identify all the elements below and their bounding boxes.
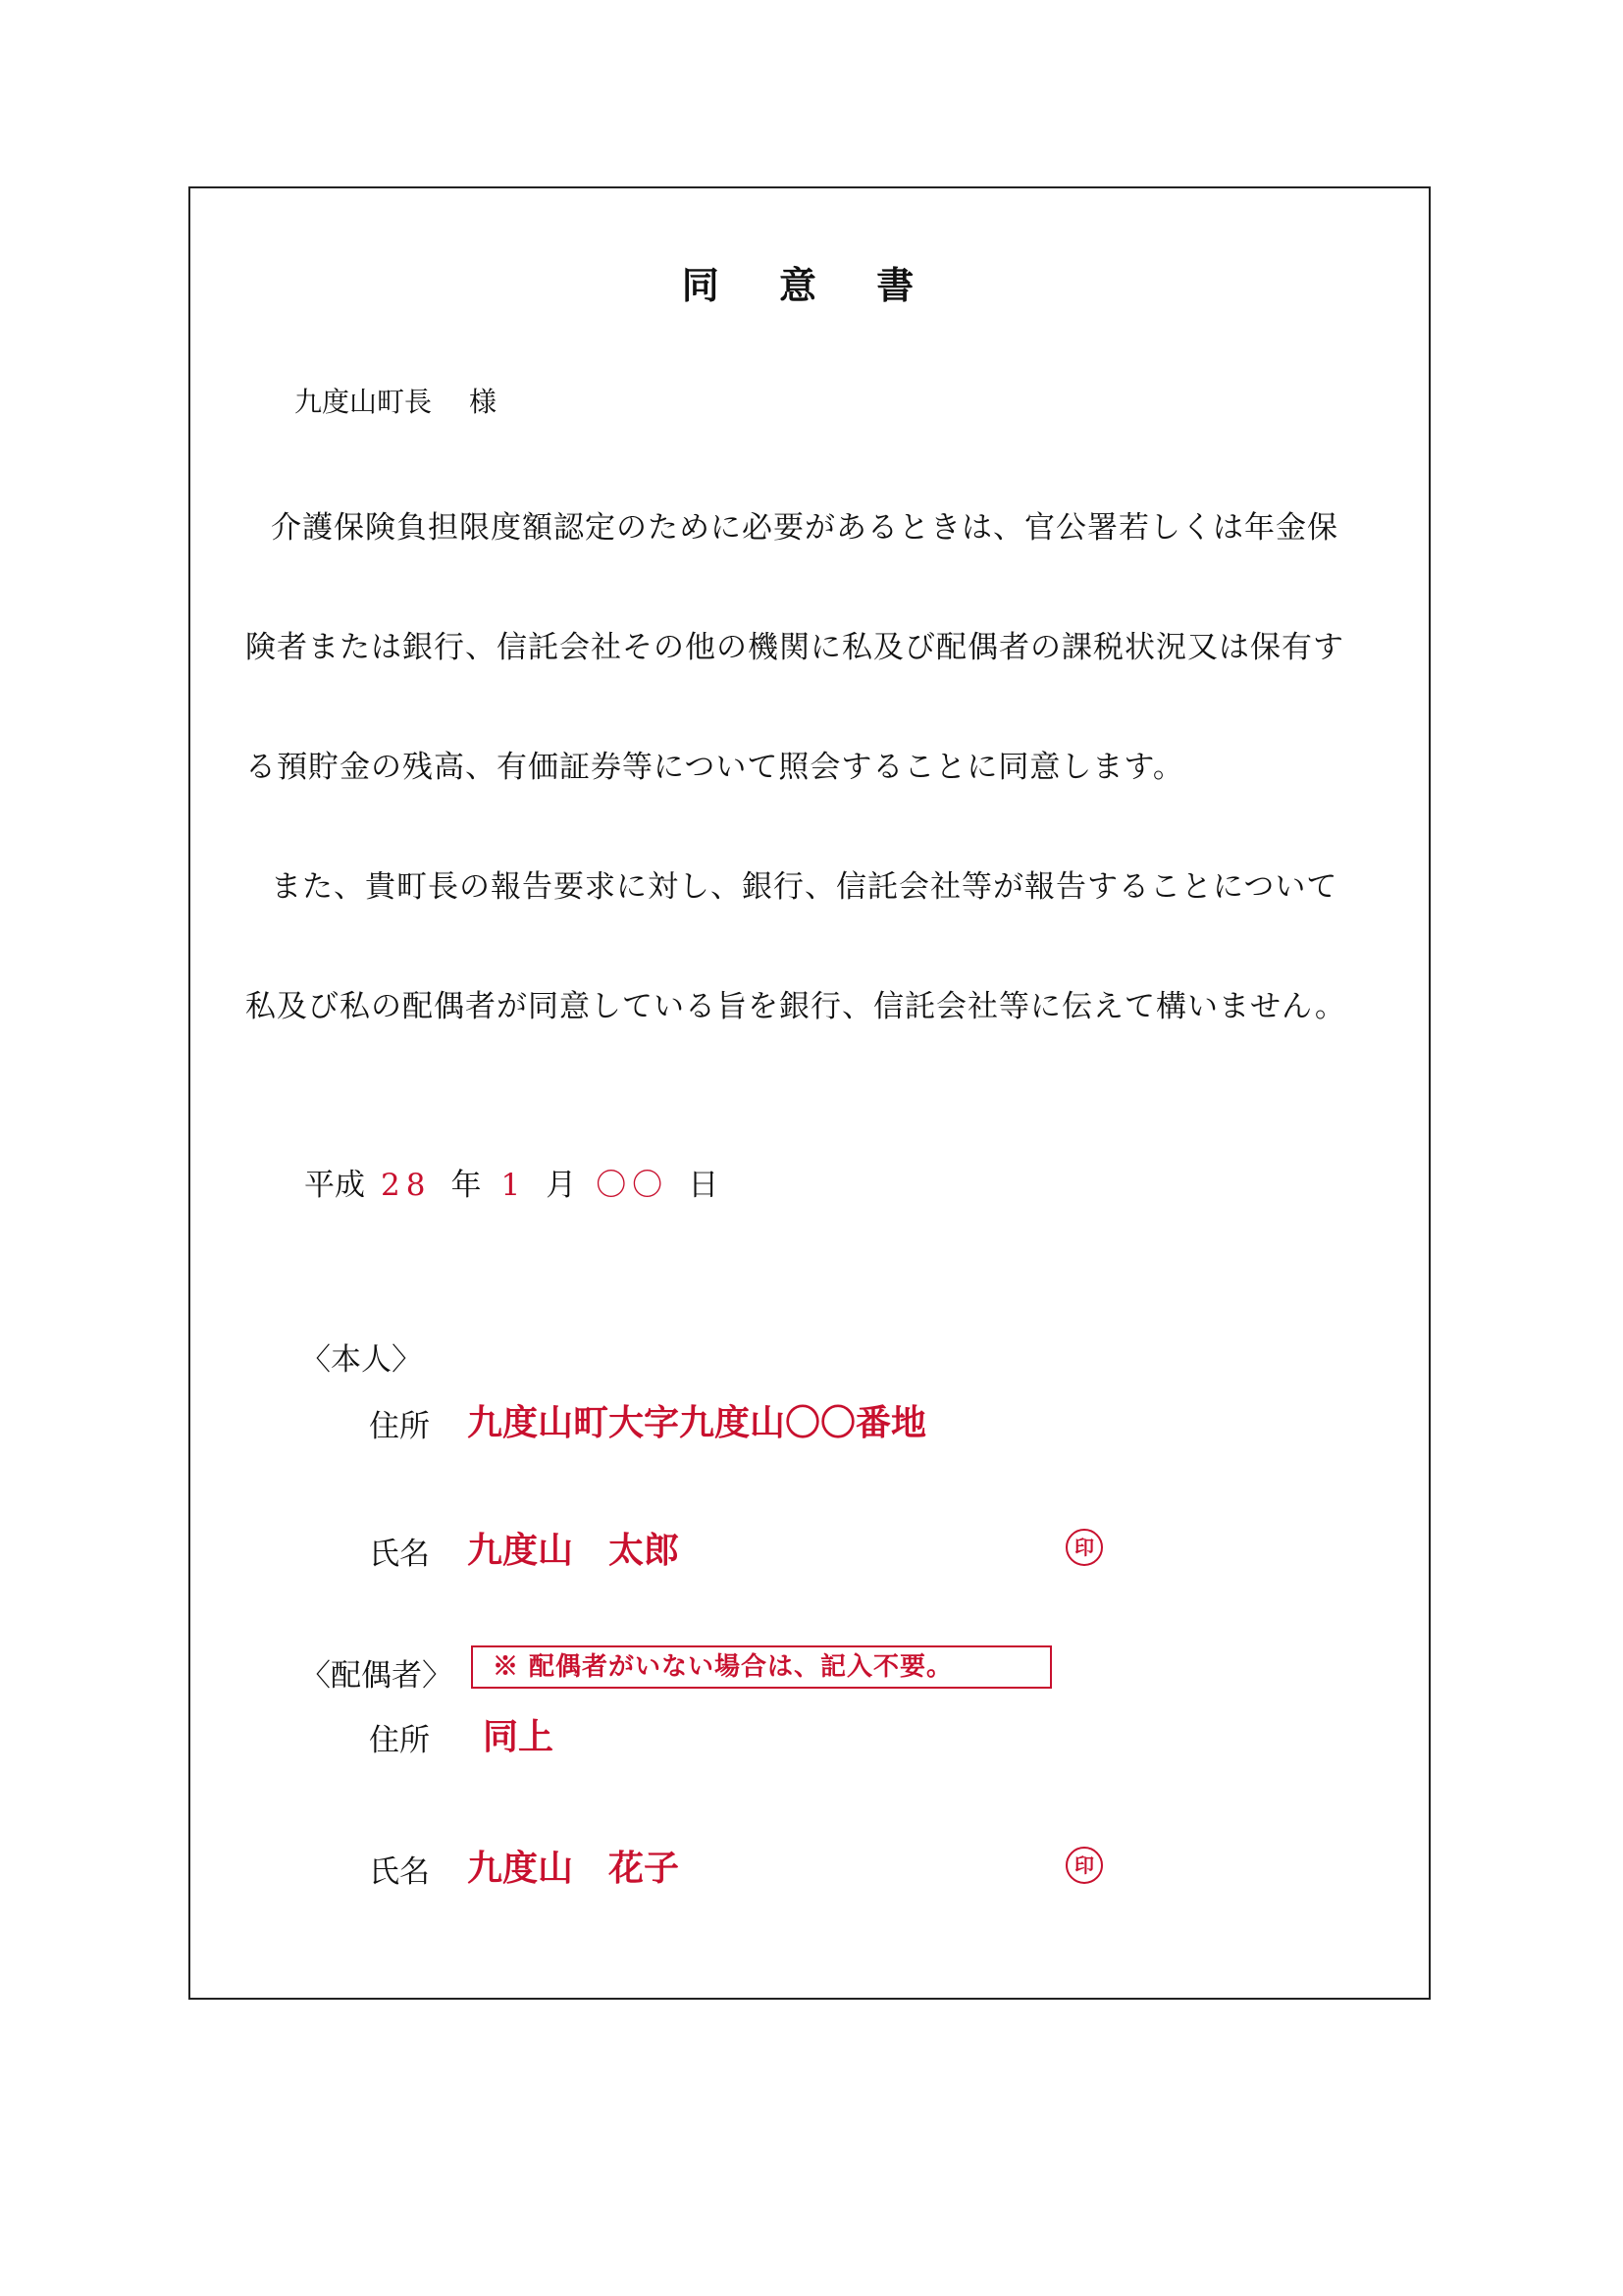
date-day-unit: 日 — [688, 1168, 719, 1203]
date-era: 平成 — [304, 1168, 365, 1203]
date-year[interactable]: 28 — [381, 1168, 432, 1203]
consent-line-5: 私及び私の配偶者が同意している旨を銀行、信託会社等に伝えて構いません。 — [245, 989, 1346, 1024]
applicant-name-value[interactable]: 九度山 太郎 — [467, 1530, 680, 1571]
applicant-address-label: 住所 — [369, 1409, 430, 1444]
spouse-name-value[interactable]: 九度山 花子 — [467, 1848, 680, 1889]
consent-line-4: また、貴町長の報告要求に対し、銀行、信託会社等が報告することについて — [271, 869, 1338, 905]
spouse-name-label: 氏名 — [369, 1854, 430, 1890]
spouse-section-label: 〈配偶者〉 — [300, 1658, 452, 1694]
applicant-seal-icon: 印 — [1066, 1529, 1103, 1566]
document-title: 同 意 書 — [681, 263, 938, 307]
applicant-address-value[interactable]: 九度山町大字九度山〇〇番地 — [467, 1402, 927, 1443]
date-month[interactable]: 1 — [500, 1168, 527, 1203]
signing-date — [304, 1160, 722, 1204]
date-month-unit: 月 — [546, 1168, 577, 1203]
addressee — [294, 381, 497, 420]
applicant-name-label: 氏名 — [369, 1537, 430, 1572]
addressee-name: 九度山町長 — [294, 386, 433, 418]
consent-line-2: 険者または銀行、信託会社その他の機関に私及び配偶者の課税状況又は保有す — [245, 630, 1344, 665]
spouse-note: ※ 配偶者がいない場合は、記入不要。 — [471, 1645, 1052, 1689]
consent-line-3: る預貯金の残高、有価証券等について照会することに同意します。 — [245, 750, 1184, 785]
addressee-honorific: 様 — [469, 386, 497, 418]
consent-line-1: 介護保険負担限度額認定のために必要があるときは、官公署若しくは年金保 — [271, 510, 1338, 546]
document-frame — [188, 186, 1431, 2000]
spouse-seal-icon: 印 — [1066, 1847, 1103, 1884]
applicant-section-label: 〈本人〉 — [300, 1342, 422, 1378]
date-year-unit: 年 — [450, 1168, 482, 1203]
spouse-address-value[interactable]: 同上 — [483, 1716, 554, 1757]
spouse-address-label: 住所 — [369, 1723, 430, 1758]
date-day[interactable]: 〇〇 — [596, 1168, 669, 1203]
